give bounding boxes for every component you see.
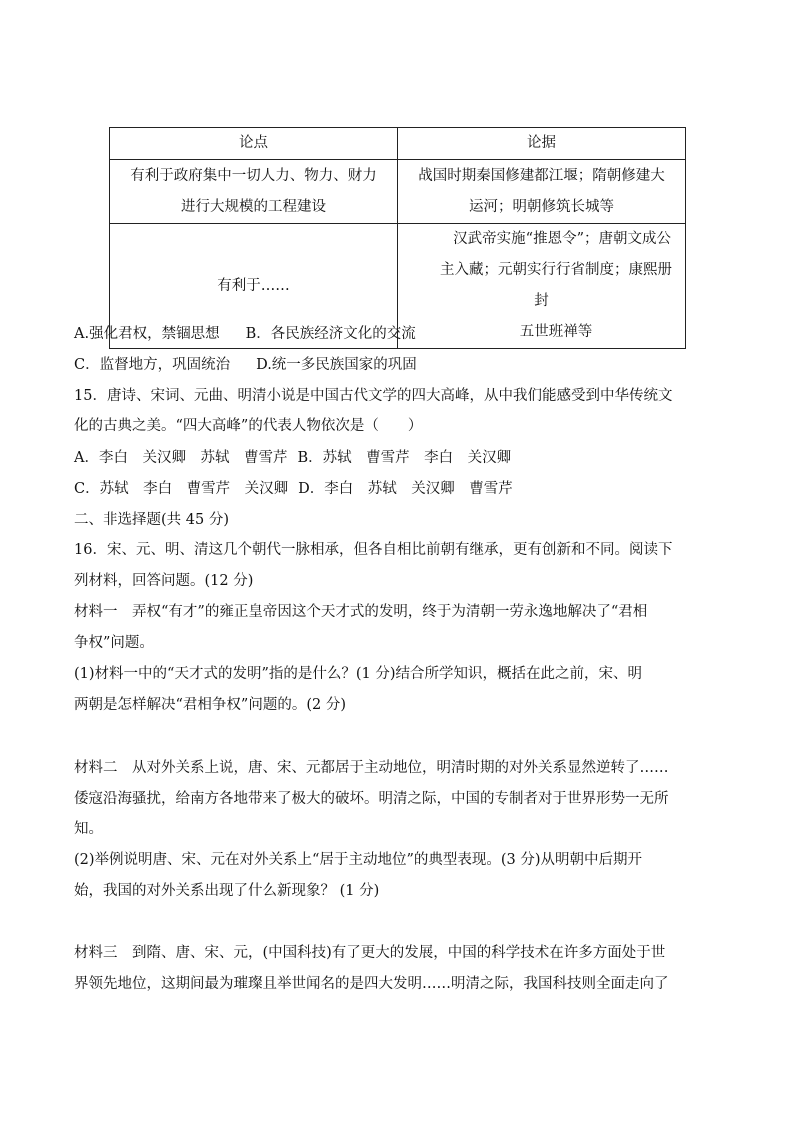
q15-stem: 15．唐诗、宋词、元曲、明清小说是中国古代文学的四大高峰，从中我们能感受到中华传统文 [74,388,673,404]
claim-text [110,161,397,223]
sub-question-1: 两朝是怎样解决“君相争权”问题的。(2 分) [74,697,346,713]
q15-options-row1 [74,448,511,468]
material-2: 倭寇沿海骚扰，给南方各地带来了极大的破坏。明清之际，中国的专制者对于世界形势一无所 [74,791,669,807]
evidence-line: 战国时期秦国修建都江堰；隋朝修建大 [418,167,665,184]
claim-line: 有利于…… [217,277,290,294]
evidence-line: 汉武帝实施“推恩令”；唐朝文成公 [453,231,671,247]
table-row [110,160,686,224]
argument-table [109,127,686,349]
q16-stem: 16．宋、元、明、清这几个朝代一脉相承，但各自相比前朝有继承，更有创新和不同。阅读下 [74,542,673,558]
q15-stem: 化的古典之美。“四大高峰”的代表人物依次是（ ） [74,418,423,434]
material-2: 知。 [74,821,103,837]
q15-option-b[interactable]: B．苏轼 曹雪芹 李白 关汉卿 [297,450,512,466]
header-evidence: 论据 [398,128,686,160]
sub-question-2: 始，我国的对外关系出现了什么新现象？ (1 分) [74,883,380,899]
table-header-row [110,128,686,160]
q14-option-d[interactable]: D.统一多民族国家的巩固 [256,357,417,373]
claim-cell [110,160,398,224]
q15-option-c[interactable]: C．苏轼 李白 曹雪芹 关汉卿 [74,481,289,497]
evidence-cell [398,224,686,349]
claim-text [110,271,397,302]
evidence-text [398,161,685,223]
q16-stem: 列材料，回答问题。(12 分) [74,573,254,589]
sub-question-2: (2)举例说明唐、宋、元在对外关系上“居于主动地位”的典型表现。(3 分)从明朝中后期开 [74,852,643,868]
q14-option-c[interactable]: C．监督地方，巩固统治 [74,357,231,373]
evidence-cell [398,160,686,224]
material-1: 材料一 弄权“有才”的雍正皇帝因这个天才式的发明，终于为清朝一劳永逸地解决了“君相 [74,604,648,620]
header-claim: 论点 [110,128,398,160]
evidence-line: 主入藏；元朝实行行省制度；康熙册封 [440,262,672,309]
q15-option-a[interactable]: A．李白 关汉卿 苏轼 曹雪芹 [74,450,288,466]
q15-option-d[interactable]: D．李白 苏轼 关汉卿 曹雪芹 [298,481,513,497]
q14-options-row2 [74,355,417,375]
claim-line: 有利于政府集中一切人力、物力、财力 [130,167,377,184]
evidence-line: 五世班禅等 [519,324,593,340]
material-3: 界领先地位，这期间最为璀璨且举世闻名的是四大发明……明清之际，我国科技则全面走向了 [74,976,669,992]
material-2: 材料二 从对外关系上说，唐、宋、元都居于主动地位，明清时期的对外关系显然逆转了…… [74,760,669,776]
claim-line: 进行大规模的工程建设 [181,198,326,215]
material-1: 争权”问题。 [74,635,154,651]
evidence-text [398,224,685,348]
sub-question-1: (1)材料一中的“天才式的发明”指的是什么？(1 分)结合所学知识，概括在此之前，宋、明 [74,666,643,682]
material-3: 材料三 到隋、唐、宋、元，(中国科技)有了更大的发展，中国的科学技术在许多方面处于世 [74,945,666,961]
evidence-line: 运河；明朝修筑长城等 [469,198,614,215]
q14-option-a[interactable]: A.强化君权，禁锢思想 [74,326,220,342]
q15-options-row2 [74,479,513,499]
section-title: 二、非选择题(共 45 分) [74,512,229,528]
q14-options-row1 [74,324,416,344]
q14-option-b[interactable]: B．各民族经济文化的交流 [245,326,416,342]
